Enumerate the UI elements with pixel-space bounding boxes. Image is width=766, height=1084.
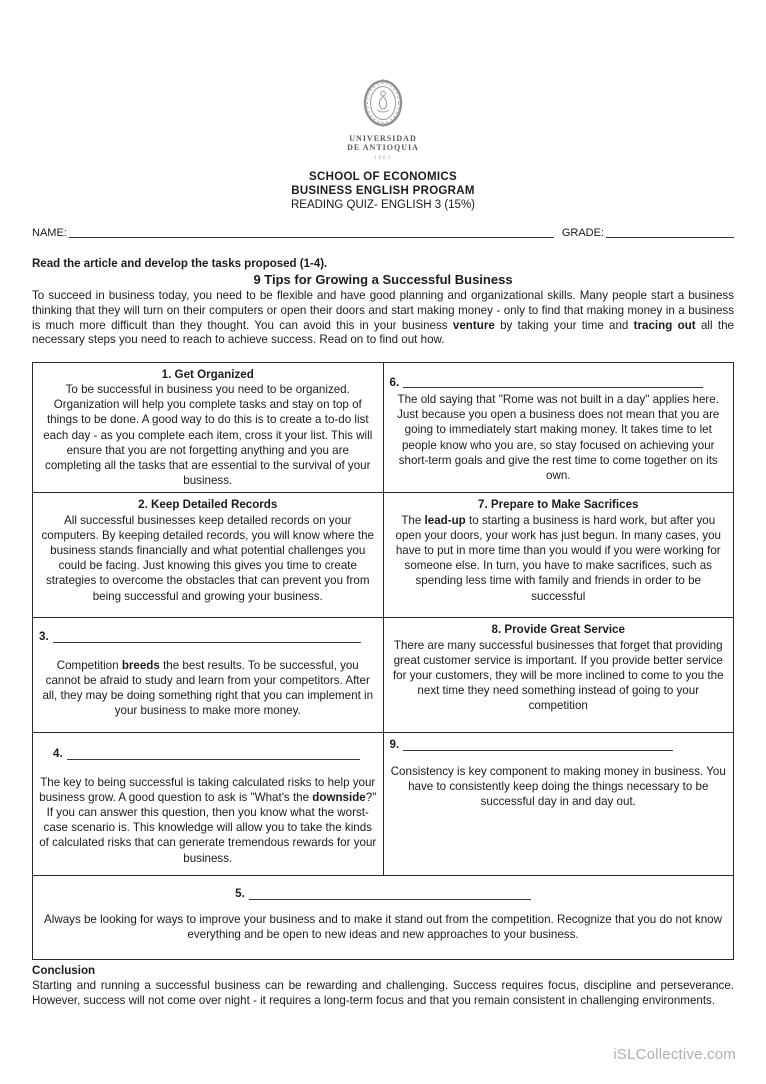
bold-term-breeds: breeds (121, 658, 160, 672)
tip-6-number-line (390, 375, 728, 390)
tip-3-text (39, 658, 377, 719)
tip-5-blank-line (249, 888, 531, 900)
conclusion-text: Starting and running a successful business can be rewarding and challenging. Success requires focus, discipline and perseverance. However, success will not come over night - it requires a long-term focus and that you remain consistent in challenging environments. (32, 979, 734, 1008)
tip-4-number: 4. (53, 747, 63, 761)
tip-1-heading: 1. Get Organized (161, 367, 254, 381)
grade-blank-line (606, 227, 734, 238)
tip-2-cell (33, 493, 384, 618)
tip-1-text: To be successful in business you need to be organized. Organization will help you complete tasks and stay on top of things to be done. A good way to do this is to create a to-do list each day - as you complete each item, cross it your list. This will ensure that you are not forgetting anything and you are completing all the tasks that are essential to the survival of your business. (43, 383, 373, 488)
university-name (32, 134, 734, 163)
intro-segment: by taking your time and (494, 318, 634, 332)
tip-3-blank-line (53, 631, 361, 643)
table-row (33, 733, 734, 876)
tip-1-cell (33, 362, 384, 493)
tip-7-heading: 7. Prepare to Make Sacrifices (478, 498, 639, 512)
tip-4-number-line (39, 746, 377, 761)
name-label: NAME: (32, 227, 67, 240)
bold-term-lead-up: lead-up (424, 513, 466, 527)
bold-term-downside: downside (312, 790, 366, 804)
document-header (32, 0, 734, 212)
tip-4-text (39, 775, 377, 866)
table-row (33, 618, 734, 733)
tip-3-number-line (39, 629, 377, 644)
school-title: SCHOOL OF ECONOMICS (309, 171, 457, 183)
tip-6-cell (383, 362, 734, 493)
tip-9-blank-line (403, 739, 673, 751)
tip-5-number: 5. (235, 887, 245, 901)
university-name-line1: UNIVERSIDAD (349, 134, 417, 143)
tip-7-cell (383, 493, 734, 618)
article-title: 9 Tips for Growing a Successful Business (253, 272, 513, 288)
conclusion-heading: Conclusion (32, 964, 96, 978)
tip-7-text (390, 513, 728, 604)
tip-9-cell (383, 733, 734, 876)
table-row (33, 493, 734, 618)
tip-4-blank-line (67, 748, 360, 760)
tip-9-number-line (390, 737, 728, 752)
university-name-line2: DE ANTIOQUIA (347, 143, 419, 152)
grade-label: GRADE: (561, 227, 604, 240)
tip-9-number: 9. (389, 738, 400, 752)
tip-6-blank-line (403, 376, 703, 388)
university-crest-icon (362, 79, 404, 127)
table-row (33, 362, 734, 493)
tip-3-number: 3. (39, 630, 49, 644)
tip-4-cell (33, 733, 384, 876)
tip-4-segment: The key to being successful is taking calculated risks to help your business grow. A good question to ask is "What's the (39, 775, 376, 804)
tip-4-segment: ?" If you can answer this question, then you know what the worst-case scenario is. This knowledge will allow you to take the kinds of calculated risks that can generate tremendous rewards for your business. (39, 790, 377, 865)
tip-9-text: Consistency is key component to making money in business. You have to consistently keep doing the things necessary to be successful day in and day out. (390, 764, 726, 809)
tip-5-text: Always be looking for ways to improve your business and to make it stand out from the competition. Recognize that you do not know everything and be open to new ideas and new approaches to your business. (44, 912, 722, 941)
tip-3-cell (33, 618, 384, 733)
name-grade-row (32, 227, 734, 239)
conclusion-section (32, 964, 734, 1008)
tips-table (32, 362, 734, 961)
bold-term-venture: venture (452, 318, 495, 332)
tip-3-segment: Competition (56, 658, 122, 672)
tip-5-cell (33, 876, 734, 960)
program-title: BUSINESS ENGLISH PROGRAM (291, 185, 475, 197)
intro-segment: To succeed in business today, you need to be flexible and have good planning and organizational skills. Many people start a business thinking that they will turn on their computers or open their doors and start making money - only to find that making money in a business is much more difficult than they thought. You can avoid this in your business (32, 289, 734, 332)
quiz-title: READING QUIZ- ENGLISH 3 (15%) (290, 199, 476, 211)
tip-8-text: There are many successful businesses that forget that providing great customer service is important. If you provide better service for your customers, they will be more inclined to come to you the next time they need something instead of going to your competition (392, 638, 724, 713)
tip-2-text: All successful businesses keep detailed records on your computers. By keeping detailed records, you will know where the business stands financially and what potential challenges you could be facing. Just knowing this gives you time to create strategies to overcome the obstacles that can prevent you from being successful and growing your business. (41, 513, 375, 603)
tip-7-segment: The (401, 513, 425, 527)
intro-segment: all the necessary steps you need to reach to achieve success. Read on to find out how. (32, 318, 734, 347)
tip-2-heading: 2. Keep Detailed Records (138, 498, 278, 512)
tip-7-segment: to starting a business is hard work, but after you open your doors, your work has just begun. In many cases, you have to put in more time than you would if you were working for someone else. In turn, you have to make sacrifices, such as spending less time with family and friends in order to be successful (395, 513, 721, 603)
intro-paragraph (32, 289, 734, 347)
tip-5-number-line (39, 886, 727, 901)
tip-8-heading: 8. Provide Great Service (491, 623, 625, 637)
tip-8-cell (383, 618, 734, 733)
tip-3-segment: the best results. To be successful, you cannot be afraid to study and learn from your competitors. After all, they may be doing something right that you can implement in your business to make more money. (42, 658, 374, 718)
university-year: 1803 (374, 156, 392, 161)
table-row (33, 876, 734, 960)
bold-term-tracing-out: tracing out (633, 318, 696, 332)
tip-6-text: The old saying that "Rome was not built in a day" applies here. Just because you open a business does not mean that you are going to immediately start making money. It takes time to let people know who you are, so stay focused on achieving your short-term goals and give the rest time to come together on its own. (397, 393, 720, 483)
instruction-text: Read the article and develop the tasks proposed (1-4). (32, 258, 328, 271)
tip-6-number: 6. (389, 375, 400, 389)
name-blank-line (69, 227, 554, 238)
islcollective-watermark: iSLCollective.com (613, 1046, 736, 1063)
